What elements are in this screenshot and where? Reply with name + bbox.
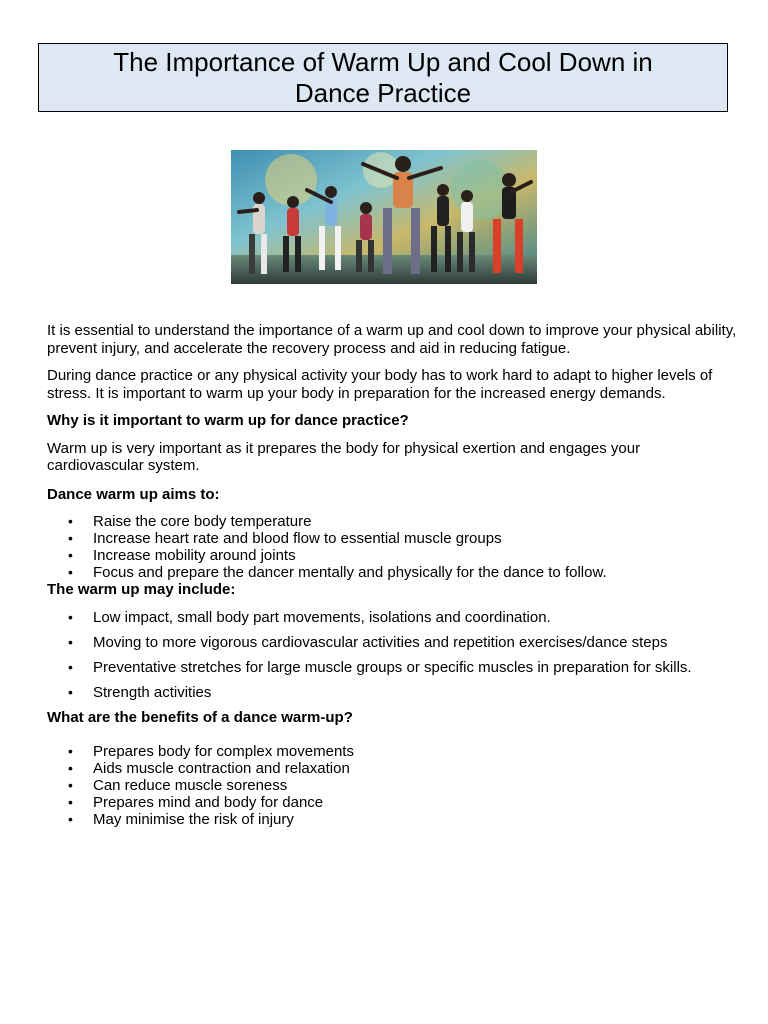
list-item: • Low impact, small body part movements, isolations and coordination. [47,609,737,626]
intro-paragraph-2: During dance practice or any physical activity your body has to work hard to adapt to higher levels of stress. It is important to warm up your body in preparation for the increased energy demands. [47,367,713,402]
list-item: • May minimise the risk of injury [47,811,737,828]
dancers-photo [231,150,537,284]
benefits-heading: What are the benefits of a dance warm-up? [47,708,353,726]
list-item: • Raise the core body temperature [47,513,737,530]
page-title-line-1: The Importance of Warm Up and Cool Down in [113,46,653,77]
list-item: • Focus and prepare the dancer mentally and physically for the dance to follow. [47,564,737,581]
why-paragraph: Warm up is very important as it prepares the body for physical exertion and engages your cardiovascular system. [47,439,641,474]
include-list [47,609,737,701]
list-item: • Strength activities [47,684,737,701]
list-item: • Prepares mind and body for dance [47,794,737,811]
why-heading: Why is it important to warm up for dance practice? [47,412,409,429]
title-box [38,43,728,112]
aims-heading: Dance warm up aims to: [47,485,220,503]
list-item: • Aids muscle contraction and relaxation [47,760,737,777]
list-item: • Preventative stretches for large muscle groups or specific muscles in preparation for skills. [47,659,737,676]
list-item: • Can reduce muscle soreness [47,777,737,794]
benefits-list [47,743,737,828]
include-heading: The warm up may include: [47,581,236,598]
list-item: • Increase heart rate and blood flow to essential muscle groups [47,530,737,547]
document-body [47,322,737,828]
list-item: • Prepares body for complex movements [47,743,737,760]
list-item: • Increase mobility around joints [47,547,737,564]
aims-list [47,513,737,581]
intro-paragraph-1: It is essential to understand the importance of a warm up and cool down to improve your physical ability, prevent injury, and accelerate the recovery process and aid in reducing fatigue. [47,322,737,357]
page-title-line-2: Dance Practice [294,77,472,108]
list-item: • Moving to more vigorous cardiovascular activities and repetition exercises/dance steps [47,634,737,651]
